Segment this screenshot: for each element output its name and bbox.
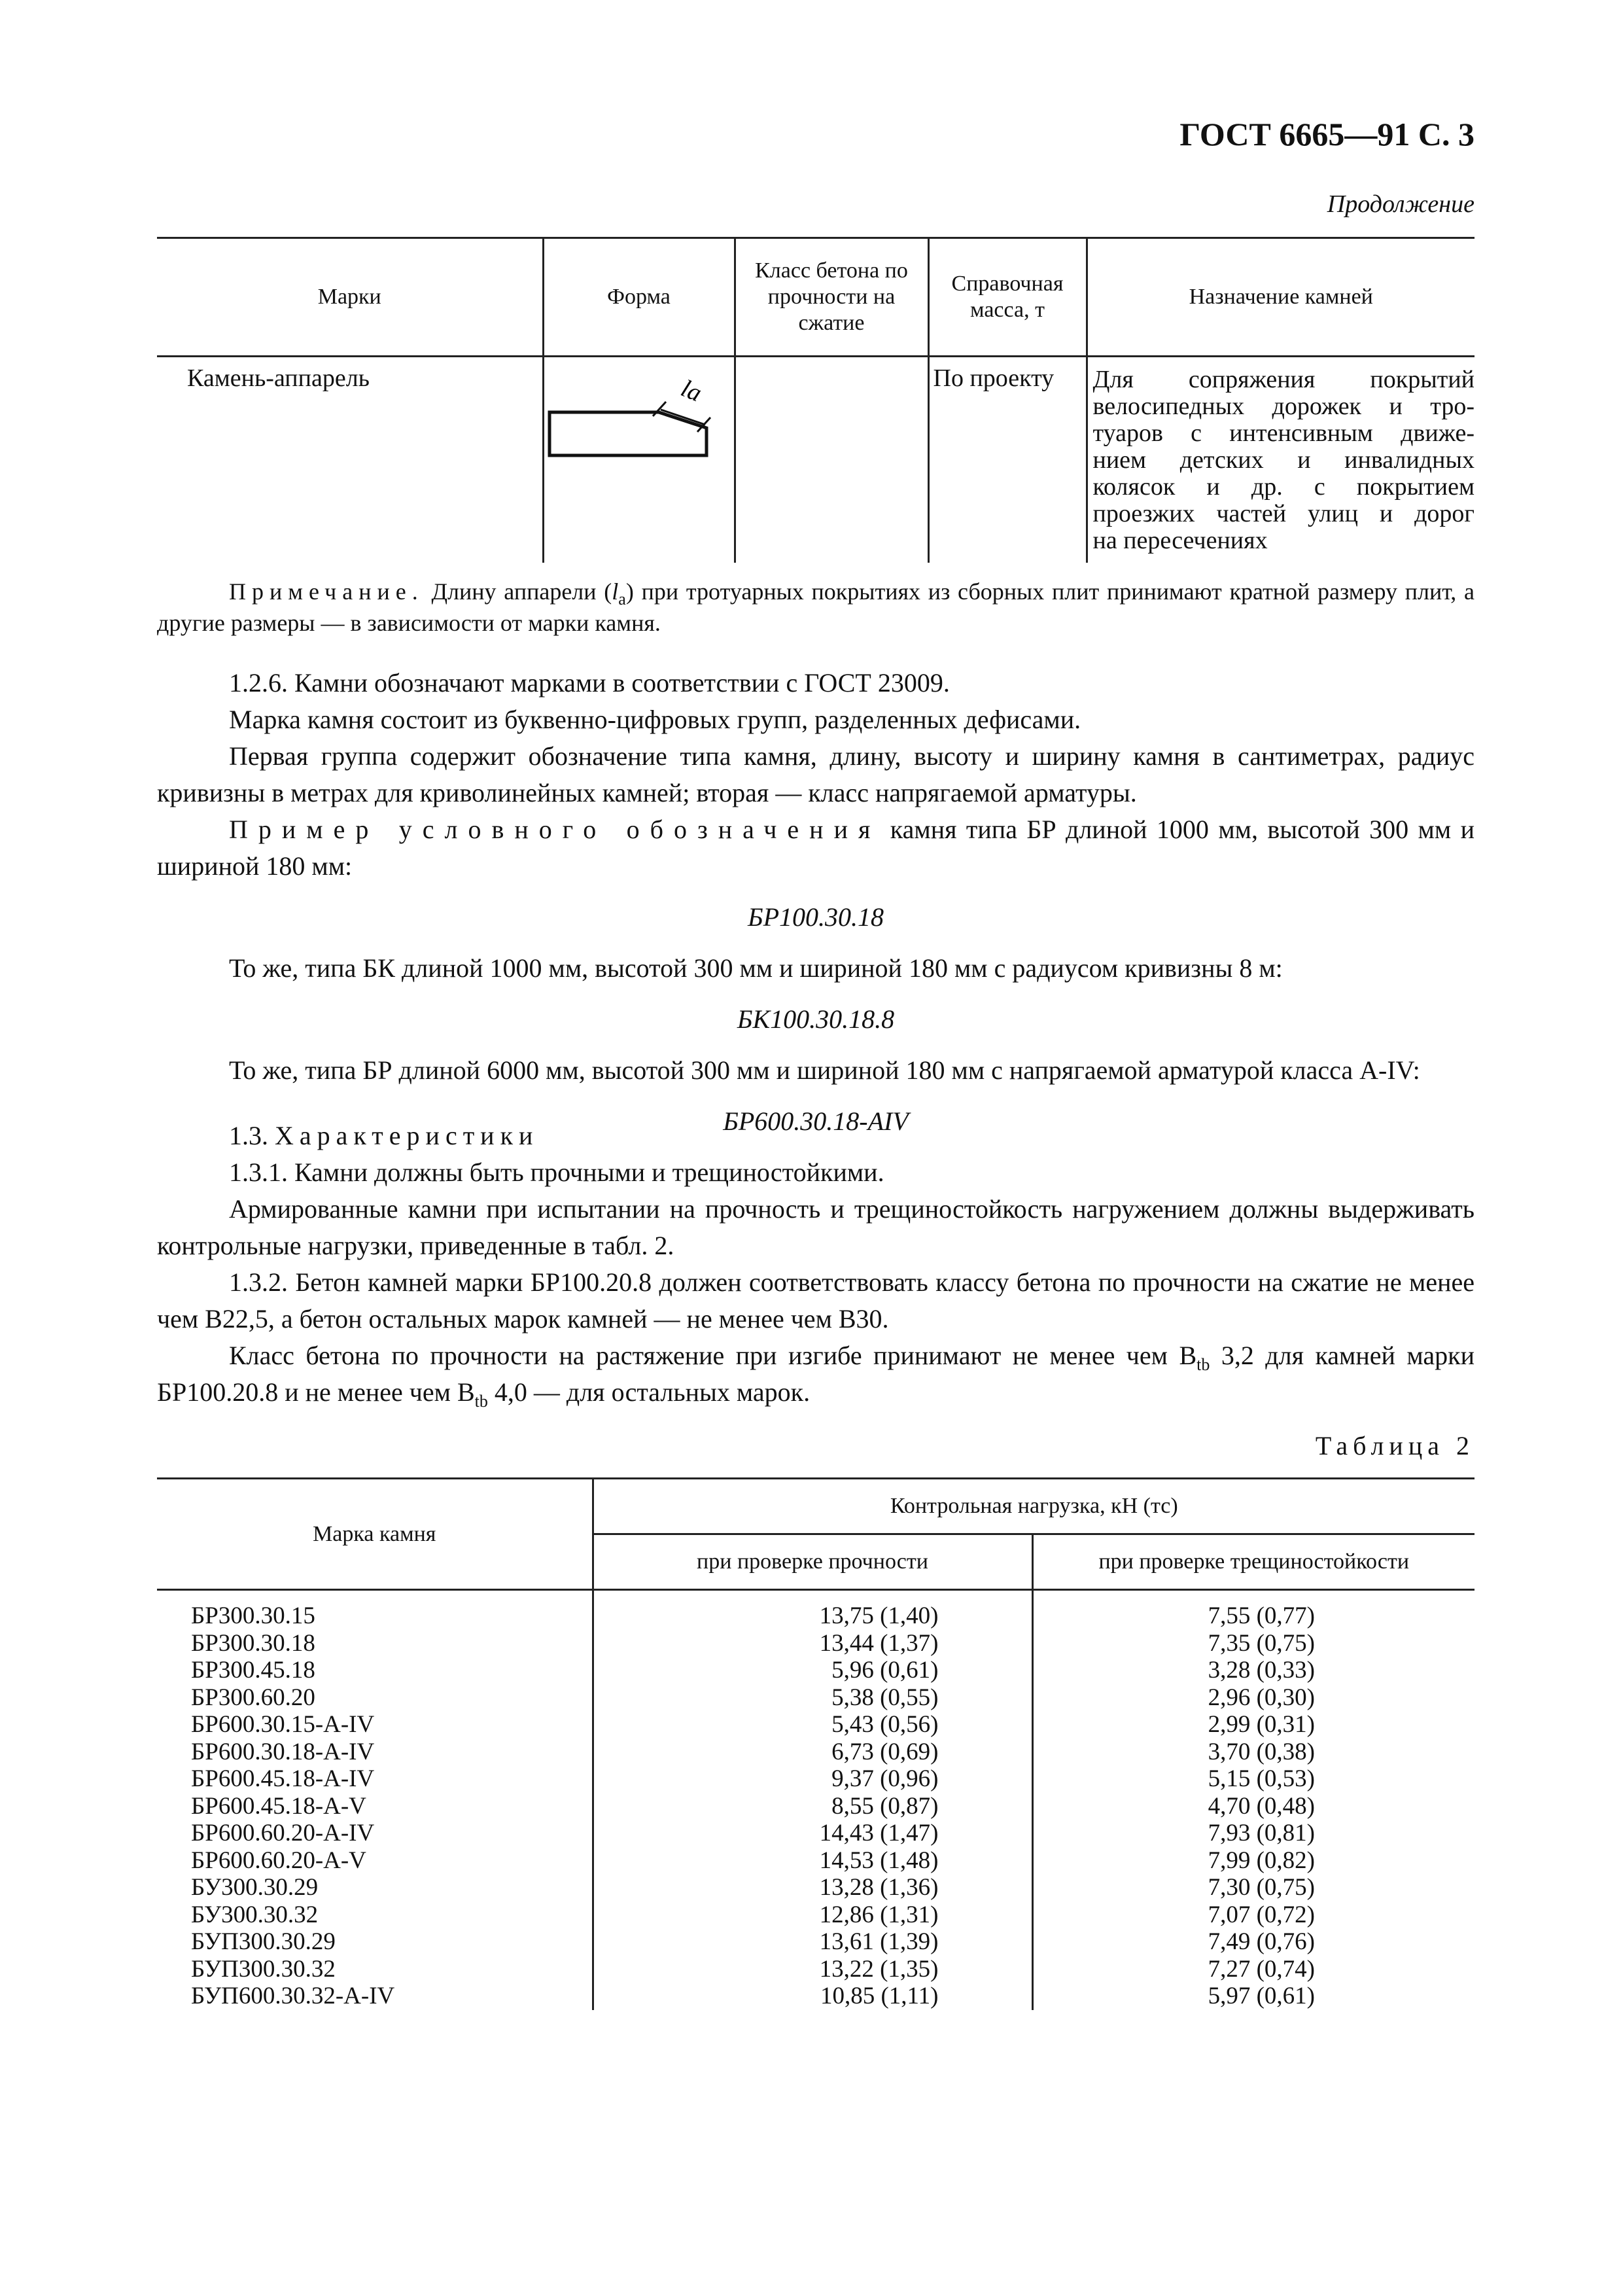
table-row bbox=[157, 1956, 1475, 1983]
stone-mark-cell: БУ300.30.32 bbox=[157, 1901, 593, 1929]
purpose-line: колясок и др. с покрытием bbox=[1092, 473, 1475, 501]
ramp-length-label: la bbox=[676, 374, 705, 408]
stone-mark-cell: БР300.45.18 bbox=[157, 1657, 593, 1684]
crack-load-cell: 3,70 (0,38) bbox=[1032, 1739, 1475, 1766]
example-label: Пример условного обозначения bbox=[229, 815, 881, 844]
table-row bbox=[157, 1983, 1475, 2010]
paragraph: Марка камня состоит из буквенно-цифровых групп, разделенных дефисами. bbox=[229, 705, 1081, 734]
stone-mark-cell: БР300.60.20 bbox=[157, 1684, 593, 1712]
crack-load-cell: 4,70 (0,48) bbox=[1032, 1793, 1475, 1820]
table-row bbox=[157, 1590, 1475, 1630]
strength-load-cell: 8,55 (0,87) bbox=[593, 1793, 1032, 1820]
table-row bbox=[157, 1820, 1475, 1847]
control-load-rows bbox=[157, 1590, 1475, 2010]
crack-load-cell: 7,07 (0,72) bbox=[1032, 1901, 1475, 1929]
crack-load-cell: 2,96 (0,30) bbox=[1032, 1684, 1475, 1712]
paragraph: 1.3.2. Бетон камней марки БР100.20.8 должен соответствовать классу бетона по прочности на сжатие не менее чем В22,5, а бетон остальных марок камней — не менее чем В30. bbox=[157, 1267, 1475, 1333]
purpose-line: туаров с интенсивным движе- bbox=[1092, 419, 1475, 447]
crack-load-cell: 7,27 (0,74) bbox=[1032, 1956, 1475, 1983]
stone-mark-cell: БУП600.30.32-А-IV bbox=[157, 1983, 593, 2010]
concrete-class-cell bbox=[735, 357, 928, 563]
table-header-row bbox=[157, 238, 1475, 357]
stone-mark-cell: БР600.30.18-А-IV bbox=[157, 1739, 593, 1766]
stone-name: Камень-аппарель bbox=[157, 357, 543, 563]
purpose-line: на пересечениях bbox=[1092, 527, 1268, 554]
table-row bbox=[157, 1847, 1475, 1875]
stone-mark-cell: БР300.30.15 bbox=[157, 1590, 593, 1630]
control-load-table bbox=[157, 1477, 1475, 2010]
continuation-label: Продолжение bbox=[1327, 190, 1475, 218]
table-row bbox=[157, 1928, 1475, 1956]
purpose-line: велосипедных дорожек и тро- bbox=[1092, 393, 1475, 420]
stone-mark-cell: БУ300.30.29 bbox=[157, 1874, 593, 1901]
header-crack-resistance: при проверке трещиностойкости bbox=[1032, 1534, 1475, 1590]
table-row bbox=[157, 1901, 1475, 1929]
table-row bbox=[157, 1657, 1475, 1684]
table-row bbox=[157, 1630, 1475, 1657]
strength-load-cell: 12,86 (1,31) bbox=[593, 1901, 1032, 1929]
strength-load-cell: 5,96 (0,61) bbox=[593, 1657, 1032, 1684]
strength-load-cell: 13,75 (1,40) bbox=[593, 1590, 1032, 1630]
table-note: Примечание. Длину аппарели $(l_a)$ при тротуарных покрытиях из сборных плит принимают кратной размеру плит, а другие размеры — в зависимости от марки камня. bbox=[157, 578, 1475, 636]
paragraph: 1.2.6. Камни обозначают марками в соответствии с ГОСТ 23009. bbox=[229, 668, 950, 698]
purpose-line: Для сопряжения покрытий bbox=[1092, 366, 1475, 393]
table-row bbox=[157, 1684, 1475, 1712]
example-paragraph: Пример условного обозначения камня типа БР длиной 1000 мм, высотой 300 мм и шириной 180 мм: bbox=[157, 815, 1475, 881]
table-row bbox=[157, 1793, 1475, 1820]
purpose-line: проезжих частей улиц и дорог bbox=[1092, 500, 1475, 527]
strength-load-cell: 9,37 (0,96) bbox=[593, 1765, 1032, 1793]
shape-cell bbox=[543, 357, 735, 563]
crack-load-cell: 7,99 (0,82) bbox=[1032, 1847, 1475, 1875]
crack-load-cell: 7,55 (0,77) bbox=[1032, 1590, 1475, 1630]
header-control-load: Контрольная нагрузка, кН (тс) bbox=[593, 1479, 1475, 1534]
paragraph: То же, типа БК длиной 1000 мм, высотой 300 мм и шириной 180 мм с радиусом кривизны 8 м: bbox=[229, 953, 1283, 983]
table-row bbox=[157, 1739, 1475, 1766]
header-purpose: Назначение камней bbox=[1087, 238, 1475, 357]
section-heading: 1.3. Характеристики bbox=[229, 1121, 539, 1150]
strength-load-cell: 14,43 (1,47) bbox=[593, 1820, 1032, 1847]
strength-load-cell: 5,43 (0,56) bbox=[593, 1711, 1032, 1739]
header-shape: Форма bbox=[543, 238, 735, 357]
designation-code: БР600.30.18-AIV bbox=[723, 1106, 909, 1136]
note-label: Примечание. bbox=[229, 578, 424, 605]
table2-label: Таблица 2 bbox=[1315, 1431, 1475, 1460]
purpose-line: нием детских и инвалидных bbox=[1092, 446, 1475, 474]
crack-load-cell: 7,35 (0,75) bbox=[1032, 1630, 1475, 1657]
designation-code: БК100.30.18.8 bbox=[737, 1004, 895, 1034]
table-row bbox=[157, 357, 1475, 563]
crack-load-cell: 7,49 (0,76) bbox=[1032, 1928, 1475, 1956]
stone-mark-cell: БУП300.30.32 bbox=[157, 1956, 593, 1983]
strength-load-cell: 14,53 (1,48) bbox=[593, 1847, 1032, 1875]
stone-mark-cell: БУП300.30.29 bbox=[157, 1928, 593, 1956]
stone-mark-cell: БР600.30.15-А-IV bbox=[157, 1711, 593, 1739]
paragraph: Первая группа содержит обозначение типа камня, длину, высоту и ширину камня в сантиметрах, радиус кривизны в метрах для криволинейных камней; вторая — класс напрягаемой арматуры. bbox=[157, 741, 1475, 807]
section-1-3 bbox=[157, 1118, 1475, 1411]
table-row bbox=[157, 1711, 1475, 1739]
strength-load-cell: 10,85 (1,11) bbox=[593, 1983, 1032, 2010]
mass-cell: По проекту bbox=[928, 357, 1087, 563]
stone-mark-cell: БР600.45.18-А-IV bbox=[157, 1765, 593, 1793]
page-header-title: ГОСТ 6665—91 С. 3 bbox=[1179, 116, 1475, 152]
stone-mark-cell: БР600.45.18-А-V bbox=[157, 1793, 593, 1820]
crack-load-cell: 3,28 (0,33) bbox=[1032, 1657, 1475, 1684]
stone-mark-cell: БР300.30.18 bbox=[157, 1630, 593, 1657]
strength-load-cell: 6,73 (0,69) bbox=[593, 1739, 1032, 1766]
stone-mark-cell: БР600.60.20-А-IV bbox=[157, 1820, 593, 1847]
crack-load-cell: 7,30 (0,75) bbox=[1032, 1874, 1475, 1901]
ramp-stone-drawing bbox=[544, 357, 736, 554]
crack-load-cell: 2,99 (0,31) bbox=[1032, 1711, 1475, 1739]
stone-mark-cell: БР600.60.20-А-V bbox=[157, 1847, 593, 1875]
header-marks: Марки bbox=[157, 238, 543, 357]
stone-types-table bbox=[157, 237, 1475, 563]
strength-load-cell: 13,61 (1,39) bbox=[593, 1928, 1032, 1956]
header-stone-mark: Марка камня bbox=[157, 1479, 593, 1590]
paragraph: Класс бетона по прочности на растяжение при изгибе принимают не менее чем $B_{tb}$ 3,2 для камней марки БР100.20.8 и не менее чем $B_{tb}$ 4,0 — для остальных марок. bbox=[157, 1341, 1475, 1411]
strength-load-cell: 5,38 (0,55) bbox=[593, 1684, 1032, 1712]
strength-load-cell: 13,22 (1,35) bbox=[593, 1956, 1032, 1983]
strength-load-cell: 13,44 (1,37) bbox=[593, 1630, 1032, 1657]
table-row bbox=[157, 1765, 1475, 1793]
section-1-2-6 bbox=[157, 665, 1475, 1154]
header-concrete-class: Класс бетона по прочности на сжатие bbox=[735, 238, 928, 357]
paragraph: Армированные камни при испытании на прочность и трещиностойкость нагружением должны выдерживать контрольные нагрузки, приведенные в табл. 2. bbox=[157, 1194, 1475, 1260]
crack-load-cell: 5,15 (0,53) bbox=[1032, 1765, 1475, 1793]
header-strength: при проверке прочности bbox=[593, 1534, 1032, 1590]
purpose-cell bbox=[1087, 357, 1475, 563]
strength-load-cell: 13,28 (1,36) bbox=[593, 1874, 1032, 1901]
crack-load-cell: 5,97 (0,61) bbox=[1032, 1983, 1475, 2010]
table-row bbox=[157, 1874, 1475, 1901]
header-mass: Справочная масса, т bbox=[928, 238, 1087, 357]
crack-load-cell: 7,93 (0,81) bbox=[1032, 1820, 1475, 1847]
designation-code: БР100.30.18 bbox=[747, 902, 884, 932]
paragraph: 1.3.1. Камни должны быть прочными и трещиностойкими. bbox=[229, 1157, 884, 1187]
paragraph: То же, типа БР длиной 6000 мм, высотой 300 мм и шириной 180 мм с напрягаемой арматурой класса А-IV: bbox=[229, 1055, 1420, 1085]
